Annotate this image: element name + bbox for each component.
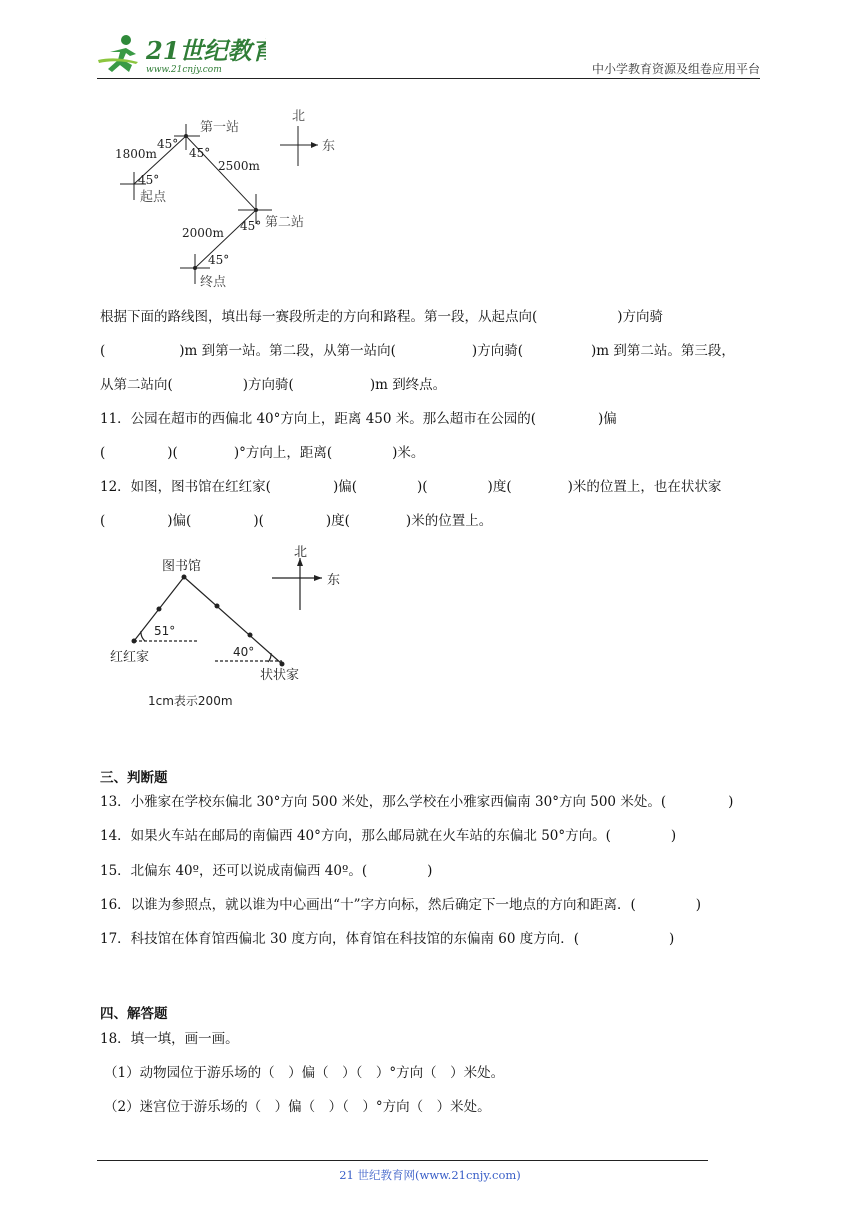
section4-title: 四、解答题: [100, 1006, 168, 1022]
q11-line-1: 11．公园在超市的西偏北 40°方向上，距离 450 米。那么超市在公园的( )偏: [100, 411, 617, 427]
footer-divider: [97, 1160, 708, 1161]
section3-title: 三、判断题: [100, 770, 168, 786]
q17: 17．科技馆在体育馆西偏北 30 度方向，体育馆在科技馆的东偏南 60 度方向．( ): [100, 931, 675, 947]
station2-label: 第二站: [265, 215, 305, 230]
angle-label: 45°: [208, 253, 230, 267]
scale-label: 1cm表示200m: [148, 694, 233, 708]
q16: 16．以谁为参照点，就以谁为中心画出“十”字方向标，然后确定下一地点的方向和距离．( ): [100, 897, 702, 913]
q12-line-1: 12．如图，图书馆在红红家( )偏( )( )度( )米的位置上，也在状状家: [100, 479, 722, 495]
angle-label: 45°: [189, 146, 211, 160]
station1-label: 第一站: [200, 120, 240, 135]
angle-label: 45°: [138, 173, 160, 187]
angle-label: 45°: [240, 219, 262, 233]
distance-3: 2000m: [182, 226, 224, 240]
logo-text: 21世纪教育: [146, 36, 266, 65]
library-label: 图书馆: [162, 559, 202, 574]
library-map-figure: [100, 540, 360, 720]
q12-line-2: ( )偏( )( )度( )米的位置上。: [100, 513, 493, 529]
site-logo: [96, 32, 266, 80]
north-label: 北: [294, 545, 308, 560]
north-label: 北: [292, 109, 306, 124]
q18-part2: （2）迷宫位于游乐场的（ ）偏（ ）（ ）°方向（ ）米处。: [104, 1099, 491, 1115]
q18: 18．填一填，画一画。: [100, 1031, 239, 1047]
distance-2: 2500m: [218, 159, 260, 173]
q15: 15．北偏东 40º，还可以说成南偏西 40º。( ): [100, 863, 433, 879]
zhuangzhuang-label: 状状家: [260, 668, 300, 683]
q11-line-2: ( )( )°方向上，距离( )米。: [100, 445, 425, 461]
logo-url: www.21cnjy.com: [146, 65, 222, 75]
end-label: 终点: [200, 275, 227, 290]
start-label: 起点: [140, 190, 167, 205]
q10-line-2: ( )m 到第一站。第二段，从第一站向( )方向骑( )m 到第二站。第三段，: [100, 343, 735, 359]
footer-text[interactable]: 21 世纪教育网(www.21cnjy.com): [339, 1168, 521, 1182]
q10-line-1: 根据下面的路线图，填出每一赛段所走的方向和路程。第一段，从起点向( )方向骑: [100, 309, 664, 325]
q18-part1: （1）动物园位于游乐场的（ ）偏（ ）（ ）°方向（ ）米处。: [104, 1065, 505, 1081]
q13: 13．小雅家在学校东偏北 30°方向 500 米处，那么学校在小雅家西偏南 30°方向 500 米处。( ): [100, 794, 734, 810]
runner-icon: [98, 35, 138, 72]
distance-1: 1800m: [115, 147, 157, 161]
east-label: 东: [327, 573, 341, 588]
angle-label: 45°: [157, 137, 179, 151]
header-divider: [97, 78, 760, 79]
platform-title: 中小学教育资源及组卷应用平台: [591, 62, 760, 76]
route-map-figure: [100, 100, 360, 295]
honghong-label: 红红家: [110, 650, 150, 665]
q14: 14．如果火车站在邮局的南偏西 40°方向，那么邮局就在火车站的东偏北 50°方向。( ): [100, 828, 677, 844]
q10-line-3: 从第二站向( )方向骑( )m 到终点。: [100, 377, 447, 393]
east-label: 东: [322, 139, 336, 154]
angle-40-label: 40°: [233, 645, 255, 659]
angle-51-label: 51°: [154, 624, 176, 638]
